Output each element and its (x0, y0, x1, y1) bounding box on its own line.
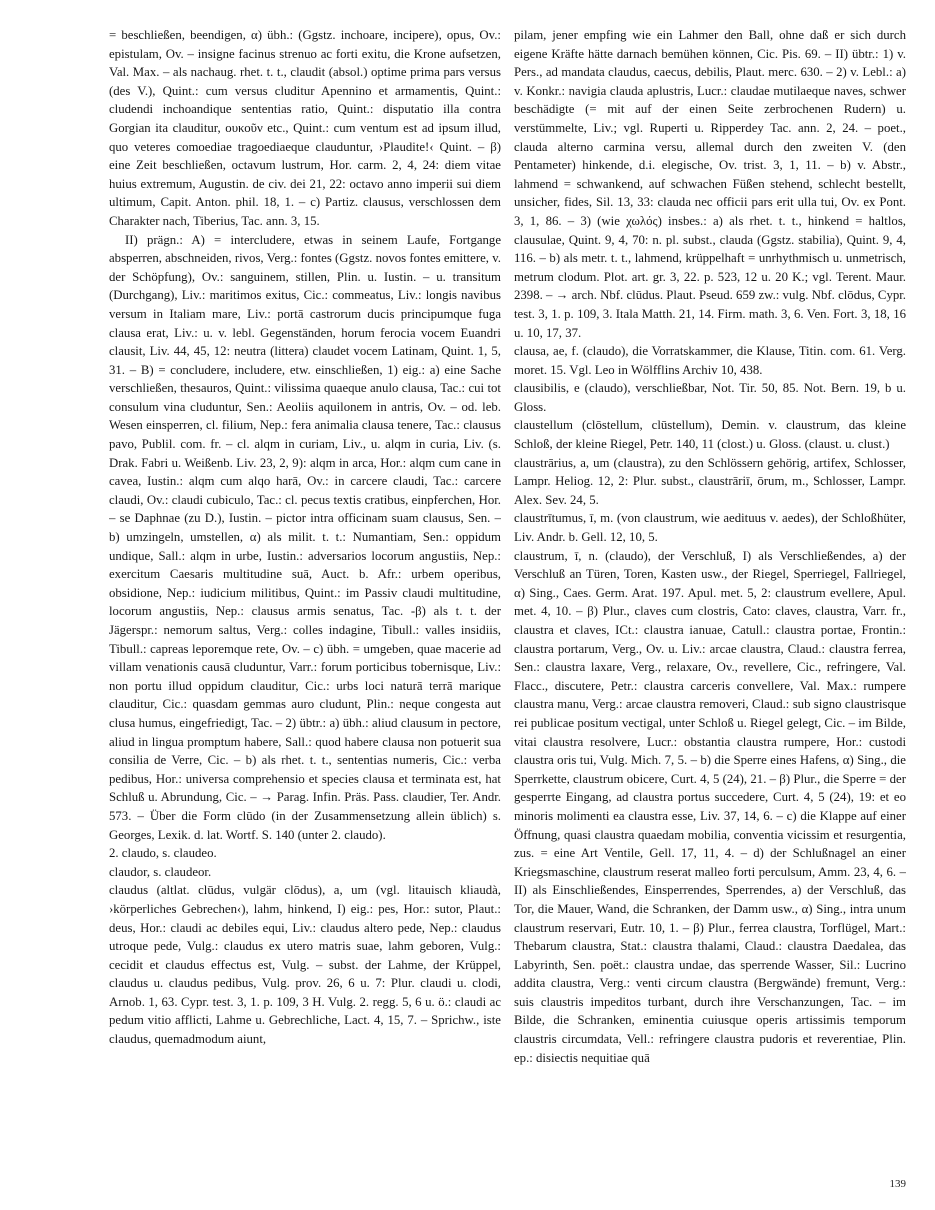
left-column (109, 26, 501, 1176)
page-number: 139 (889, 1178, 906, 1190)
continued-entry-paragraph: = beschließen, beendigen, α) übh.: (Ggstz. inchoare, incipere), opus, Ov.: epistulam, Ov. – insigne facinus strenuo ac forti exitu, die Krone aufsetzen, Val. Max. – als nachaug. rhet. t. t., claudit (absol.) optime prima pars versus (des V.), Quint.: cum versus cluditur Apennino et armamentis, Quint.: cludendi inchoandique sententias ratio, Quint.: disputatio illa contra Gorgian ita clauditur, ουκοῦν etc., Quint.: cum ventum est ad ipsum illud, quo veteres comoediae tragoediaeque clauduntur, ›Plaudite!‹ Quint. – β) eine Zeit beschließen, octavum lustrum, Hor. carm. 2, 4, 24: diem vitae huius extremum, Augustin. de civ. dei 21, 22: octavo anno imperii sui diem ultimum, Capit. Anton. phil. 18, 1. – c) Partiz. clausus, verschlossen dem Charakter nach, Tiberius, Tac. ann. 3, 15. (109, 28, 501, 228)
right-column (514, 26, 906, 1176)
entry-claustrum: claustrum, ī, n. (claudo), der Verschluß, I) als Verschließendes, a) der Verschluß an Türen, Toren, Kasten usw., der Riegel, Sperriegel, Fallriegel, α) Sing., Caes. Germ. Arat. 197. Apul. met. 5, 2: claustrum evellere, Apul. met. 4, 10. – β) Plur., claves cum clostris, Cato: claves, claustra, Varr. fr., claustra et claves, ICt.: claustra ianuae, Catull.: claustra portae, Frontin.: claustra portarum, Verg., Ov. u. Liv.: arcae claustra, Claud.: claustra ferrea, Sen.: claustra laxare, Verg., relaxare, Ov., revellere, Cic., refringere, Val. Flacc., discutere, Petr.: claustra carceris convellere, Val. Max.: rumpere claustra manu, Verg.: arcae claustra removeri, Claud.: sub signo claustrisque rei publicae positum vectigal, unter Schloß u. Riegel gelegt, Cic. – im Bilde, vitai claustra resolvere, Lucr.: obstantia claustra rumpere, Hor.: custodi claustra oris tui, Vulg. Mich. 7, 5. – b) die Sperre eines Hafens, α) Sing., die Sperrkette, claustrum obicere, Curt. 4, 5 (24), 21. – β) Plur., die Sperre = der gesperrte Eingang, ad claustra portus succedere, Curt. 4, 5 (24), 19: et eo minoris molimenti ea claustra esse, Liv. 37, 14, 6. – c) die Klappe auf einer Öffnung, quasi claustra quaedam mobilia, conventia vicissim et resurgentia, zus. = eine Art Ventile, Gell. 17, 11, 4. – d) der Schlußnagel an einer Kriegsmaschine, claustrum reserat malleo forti perculsum, Amm. 23, 4, 6. – II) als Einschließendes, Einsperrendes, Sperrendes, a) der Verschluß, das Tor, die Mauer, Wand, die Schranken, der Damm usw., α) Sing., intra unum claustrum reservari, Eutr. 10, 1. – β) Plur., ferrea claustra, Torflügel, Mart.: Thebarum claustra, Stat.: claustra thalami, Claud.: claustra Daedalea, das Labyrinth, Sen. poët.: claustra undae, das sperrende Wasser, Sil.: Lucrino addita claustra, Verg.: venti circum claustra (Bergwände) fremunt, Verg.: suis claustris impeditos turbant, durch ihre Verschanzungen, Tac. – im Bilde, die Schranken, eminentia cuiusque operis artissimis temporum claustris circumdata, Vell.: refringere claustra pudoris et reverentiae, Plin. ep.: disiectis nequitiae quā (514, 548, 906, 1065)
continued-entry-claudus: pilam, jener empfing wie ein Lahmer den Ball, ohne daß er sich durch eigene Kräfte hätte darnach bemühen können, Cic. Pis. 69. – II) übtr.: 1) v. Pers., ad mandata claudus, caecus, debilis, Plaut. merc. 630. – 2) v. Lebl.: a) v. Konkr.: navigia clauda aplustris, Lucr.: claudae mutilaeque naves, schwer beschädigte (= mit auf der einen Seite zerbrochenen Rudern) u. verstümmelte, Liv.; vgl. Ruperti u. Ripperdey Tac. ann. 2, 24. – poet., clauda alterno carmina versu, allemal durch den zweiten V. (den Pentameter) hinkende, d.i. elegische, Ov. trist. 3, 1, 11. – b) v. Abstr., lahmend = schwankend, auf schwachen Füßen stehend, schlecht bestellt, unsicher, fides, Sil. 13, 33: clauda nec officii pars erit ulla tui, Ov. ex Pont. 3, 1, 86. – 3) (wie χωλός) insbes.: a) als rhet. t. t., hinkend = haltlos, clausulae, Quint. 9, 4, 70: n. pl. subst., clauda (Ggstz. stabilia), Quint. 9, 4, 116. – b) als metr. t. t., lahmend, krüppelhaft = unrhythmisch u. unmetrisch, metrum clodum. Plot. art. gr. 3, 22. p. 523, 12 u. 20 K.; vgl. Terent. Maur. 2398. – → arch. Nbf. clūdus. Plaut. Pseud. 659 zw.: vulg. Nbf. clōdus, Cypr. test. 3, 1. p. 109, 3. Itala Matth. 21, 14. Firm. math. 3, 6. Ven. Fort. 3, 18, 16 u. 10, 17, 37. (514, 28, 906, 340)
entry-clausibilis: clausibilis, e (claudo), verschließbar, Not. Tir. 50, 85. Not. Bern. 19, b u. Gloss. (514, 381, 906, 414)
entry-claustellum: claustellum (clōstellum, clūstellum), Demin. v. claustrum, das kleine Schloß, der kleine Riegel, Petr. 140, 11 (clost.) u. Gloss. (claust. u. clust.) (514, 418, 906, 452)
entry-claudor: claudor, s. claudeor. (109, 864, 212, 879)
dictionary-page (109, 26, 906, 1176)
entry-claustritumus: claustrītumus, ī, m. (von claustrum, wie aedituus v. aedes), der Schloßhüter, Liv. Andr. b. Gell. 12, 10, 5. (514, 511, 906, 545)
entry-claudus: claudus (altlat. clūdus, vulgär clōdus), a, um (vgl. litauisch kliaudà, ›körperliches Gebrechen‹), lahm, hinkend, I) eig.: pes, Hor.: sutor, Plaut.: deus, Hor.: claudi ac debiles equi, Liv.: claudus altero pede, Nep.: claudus utroque pede, Vulg.: claudus ex utero matris suae, lahm geboren, Vulg.: cecidit et claudus effectus est, Vulg. – subst. der Lahme, der Krüppel, claudus u. claudus pedibus, Vulg. prov. 26, 6 u. 7: Plur. claudi u. clodi, Arnob. 1, 63. Cypr. test. 3, 1. p. 109, 3 H. Vulg. 2. regg. 5, 6 u. ö.: claudi ac pedum vitio afflicti, Lahme u. Gebrechliche, Lact. 4, 15, 7. – Sprichw., iste claudus, quemadmodum aiunt, (109, 883, 501, 1047)
entry-claudo-2: 2. claudo, s. claudeo. (109, 846, 217, 861)
subsense-paragraph: II) prägn.: A) = intercludere, etwas in seinem Laufe, Fortgange absperren, abschneiden, rivos, Verg.: fontes (Ggstz. novos fontes emittere, v. der Schöpfung), Ov.: sanguinem, stillen, Plin. u. Iustin. – u. transitum (Durchgang), Liv.: maritimos exitus, Cic.: commeatus, Liv.: longis navibus versum in Italiam mare, Liv.: portā castrorum ducis principumque fuga clausa erat, Liv.: u. v. lebl. Gegenständen, horum ferocia vocem Euandri clausit, Liv. 44, 45, 12: neutra (littera) claudet vocem Latinam, Quint. 1, 5, 31. – B) = concludere, includere, etw. einschließen, 1) eig.: a) eine Sache verschließen, thesauros, Quint.: vilissima quaeque anulo clausa, Tac.: cui tot consulum vina cluduntur, Sen.: Aeoliis aquilonem in antris, Ov. – od. leb. Wesen einsperren, cl. filium, Nep.: fera animalia clausa tenere, Tac.: clausus pavo, Publil. com. fr. – cl. alqm in curiam, Liv., u. alqm in curia, Liv. (s. Drak. Fabri u. Weißenb. Liv. 23, 2, 9): alqm in arca, Hor.: alqm cum cane in cavea, Iustin.: alqm cum alqo harā, Ov.: in carcere claudi, Tac.: carcere claudi, Ov.: claudi cubiculo, Tac.: cl. pecus textis cratibus, einpferchen, Hor. – se Daphnae (zu D.), Iustin. – pictor intra officinam suam clausus, Sen. – b) umzingeln, umstellen, α) als milit. t. t.: Numantiam, Sen.: oppidum undique, Sall.: alqm in urbe, Iustin.: adversarios locorum angustiis, Nep.: exercitum Caesaris multitudine suā, Auct. b. Afr.: urbem operibus, obsidione, Nep.: iudicium militibus, Quint.: im Passiv claudi multitudine, locorum angustiis, Nep.: clausus armis senatus, Tac. -β) als t. t. der Jägerspr.: nemorum saltus, Verg.: colles indagine, Tibull.: valles insidiis, Tibull.: capreas leporemque rete, Ov. – c) übh. = umgeben, quae macerie ad villam venationis causā cluduntur, Varr.: forum porticibus tobernisque, Liv.: non portu illud oppidum clauditur, Cic.: urbs loci naturā terrā marique clauditur, Cic.: quasdam gemmas auro cludunt, Plin.: neque congesta aut clusa humus, eingefriedigt, Tac. – 2) übtr.: a) übh.: aliud clausum in pectore, aliud in lingua promptum habere, Sall.: quod habere clausa non potuerit sua consilia de Verre, Cic. – b) als rhet. t. t., sententias numeris, Cic.: verba pedibus, Hor.: universa comprehensio et species clausa et terminata est, hat Schluß u. Abrundung, Cic. – → Parag. Infin. Präs. Pass. claudier, Ter. Andr. 573. – Über die Form clūdo (in der Zusammensetzung allein üblich) s. Georges, Lexik. d. lat. Wortf. S. 140 (unter 2. claudo). (109, 232, 501, 842)
entry-claustrarius: claustrārius, a, um (claustra), zu den Schlössern gehörig, artifex, Schlosser, Lampr. Heliog. 12, 2: Plur. subst., claustrāriī, ōrum, m., Schlosser, Lampr. Alex. Sev. 24, 5. (514, 455, 906, 507)
entry-clausa: clausa, ae, f. (claudo), die Vorratskammer, die Klause, Titin. com. 61. Verg. moret. 15. Vgl. Leo in Wölfflins Archiv 10, 438. (514, 344, 906, 377)
